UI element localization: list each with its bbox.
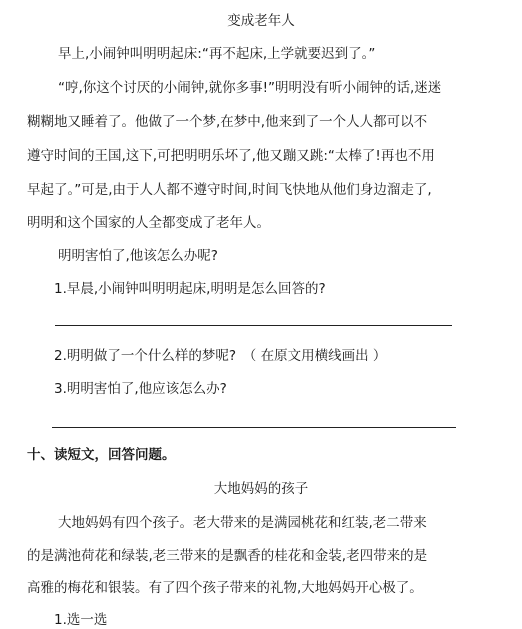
section-heading: 十、读短文，回答问题。 xyxy=(27,447,176,463)
paragraph-1: 早上,小闹钟叫明明起床:“再不起床,上学就要迟到了。” xyxy=(58,46,376,62)
cut-off-line xyxy=(54,611,108,628)
question-2: 2.明明做了一个什么样的梦呢? （ 在原文用横线画出 ） xyxy=(54,348,387,364)
question-1: 1.早晨,小闹钟叫明明起床,明明是怎么回答的? xyxy=(54,281,326,297)
paragraph-2-line-4: 早起了。”可是,由于人人都不遵守时间,时间飞快地从他们身边溜走了, xyxy=(27,182,432,198)
answer-line-3[interactable] xyxy=(52,427,456,428)
story-2-line-2: 的是满池荷花和绿装,老三带来的是飘香的桂花和金装,老四带来的是 xyxy=(27,548,428,564)
question-3: 3.明明害怕了,他应该怎么办? xyxy=(54,381,227,397)
cut-off-text: 1.选一选 xyxy=(54,612,108,628)
story-title: 变成老年人 xyxy=(227,13,295,29)
paragraph-2-line-3: 遵守时间的王国,这下,可把明明乐坏了,他又蹦又跳:“太棒了!再也不用 xyxy=(27,148,435,164)
paragraph-2-line-1: “哼,你这个讨厌的小闹钟,就你多事!”明明没有听小闹钟的话,迷迷 xyxy=(58,80,442,96)
answer-line-1[interactable] xyxy=(55,325,452,326)
story-2-line-3: 高雅的梅花和银装。有了四个孩子带来的礼物,大地妈妈开心极了。 xyxy=(27,580,423,596)
story-2-line-1: 大地妈妈有四个孩子。老大带来的是满园桃花和红装,老二带来 xyxy=(58,515,427,531)
paragraph-2-line-2: 糊糊地又睡着了。他做了一个梦,在梦中,他来到了一个人人都可以不 xyxy=(27,114,428,130)
paragraph-2-line-5: 明明和这个国家的人全都变成了老年人。 xyxy=(27,215,270,231)
paragraph-3: 明明害怕了,他该怎么办呢? xyxy=(58,248,218,264)
story-2-title: 大地妈妈的孩子 xyxy=(213,481,309,497)
